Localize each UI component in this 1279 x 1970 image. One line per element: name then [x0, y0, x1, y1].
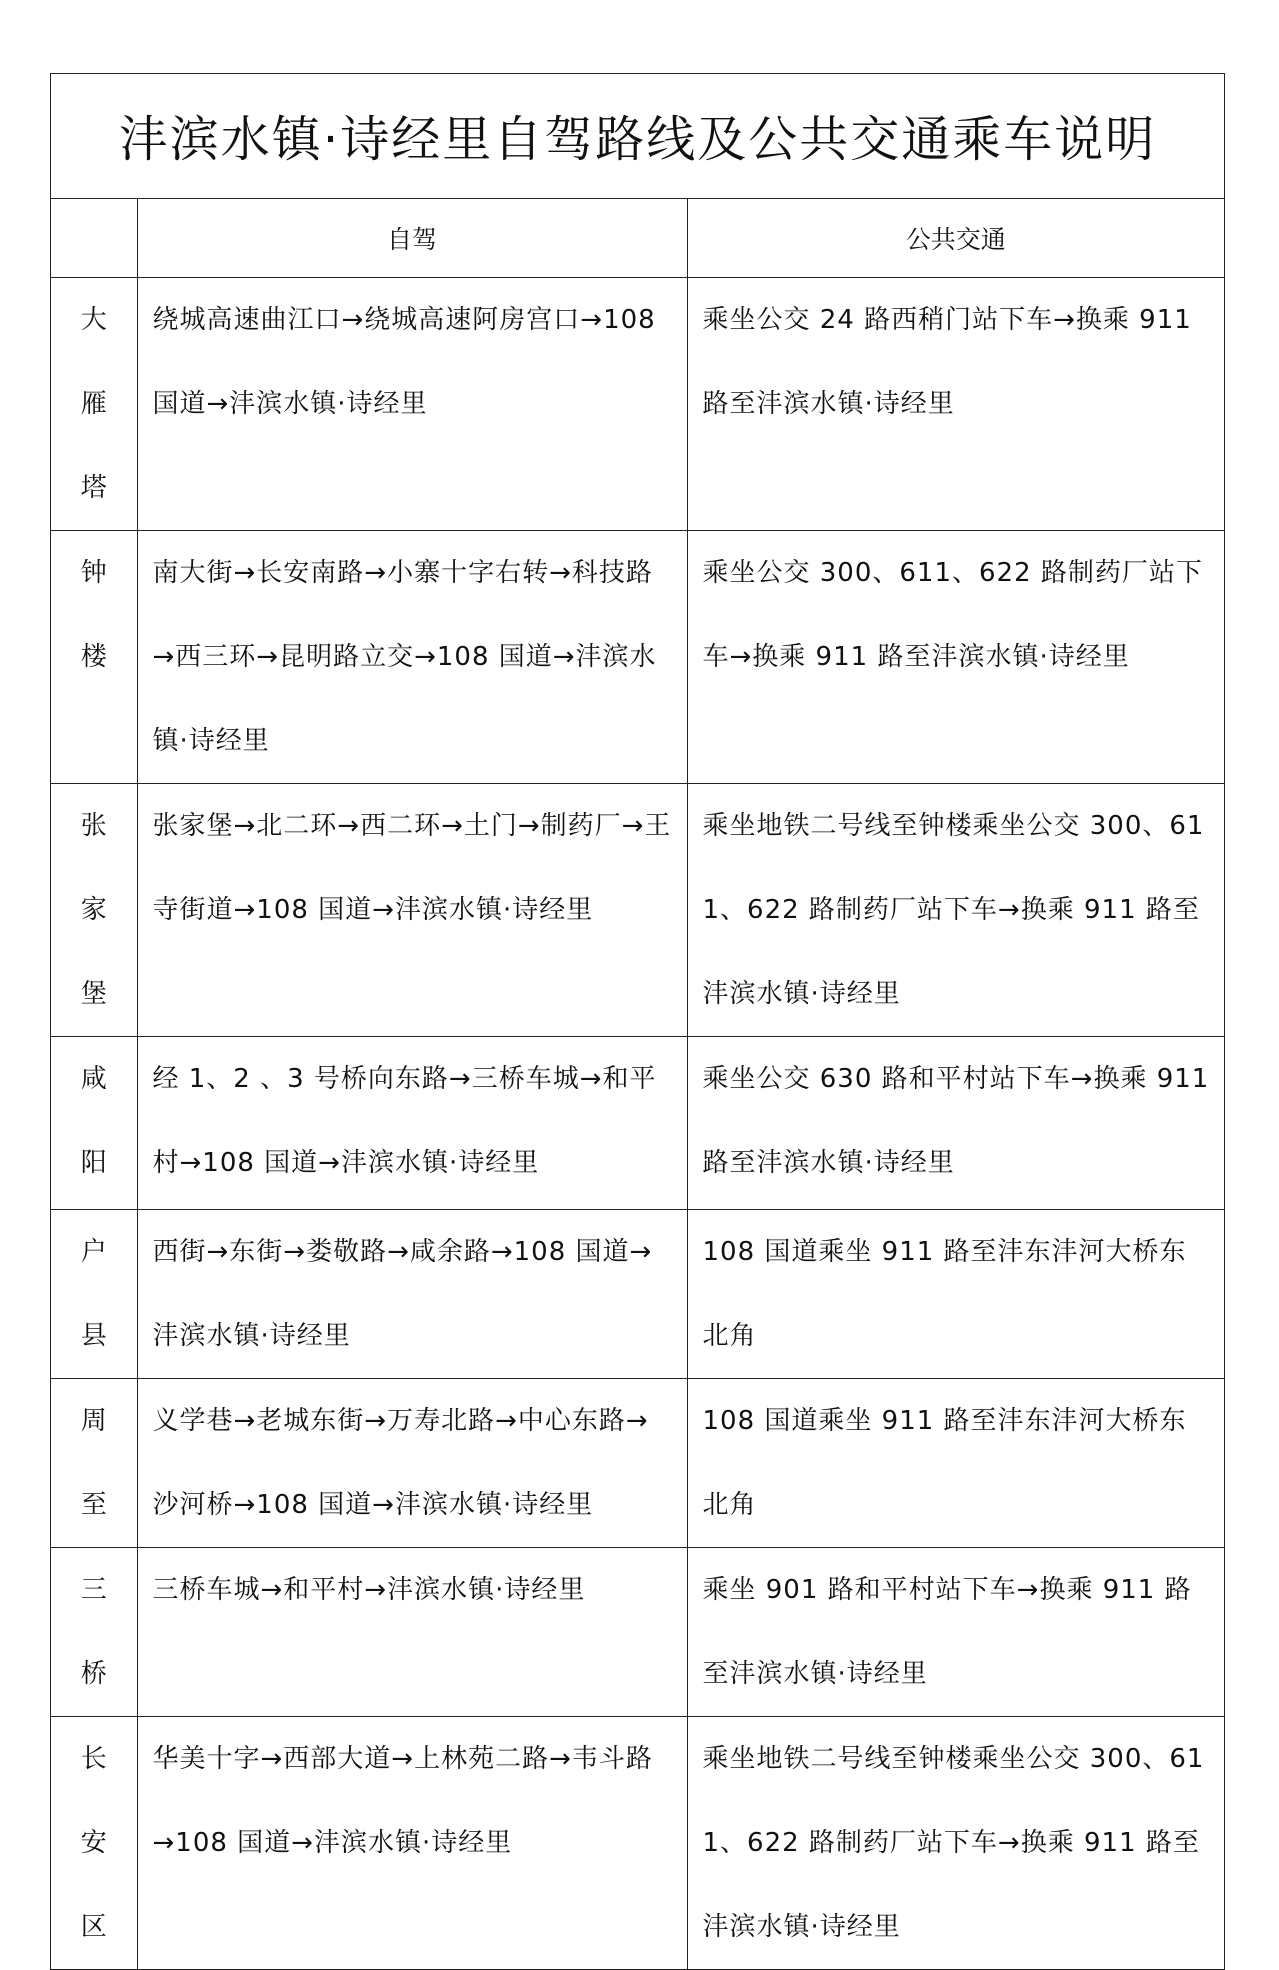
table-row — [51, 1037, 1224, 1210]
transit-route-cell: 乘坐 901 路和平村站下车→换乘 911 路至沣滨水镇·诗经里 — [687, 1548, 1224, 1717]
transit-route-cell: 乘坐公交 24 路西稍门站下车→换乘 911 路至沣滨水镇·诗经里 — [687, 278, 1224, 531]
place-cell — [51, 278, 137, 531]
place-char: 雁 — [80, 389, 107, 419]
drive-route-cell: 三桥车城→和平村→沣滨水镇·诗经里 — [137, 1548, 687, 1717]
place-char: 桥 — [80, 1659, 107, 1689]
place-char: 阳 — [80, 1148, 107, 1178]
place-char: 三 — [80, 1575, 107, 1605]
place-char: 塔 — [80, 473, 107, 503]
transit-route-cell: 乘坐公交 300、611、622 路制药厂站下车→换乘 911 路至沣滨水镇·诗经里 — [687, 531, 1224, 784]
place-char: 堡 — [80, 979, 107, 1009]
place-char: 至 — [80, 1490, 107, 1520]
place-char: 咸 — [80, 1064, 107, 1094]
table-row — [51, 784, 1224, 1037]
drive-route-cell: 绕城高速曲江口→绕城高速阿房宫口→108 国道→沣滨水镇·诗经里 — [137, 278, 687, 531]
drive-route-cell: 张家堡→北二环→西二环→土门→制药厂→王寺街道→108 国道→沣滨水镇·诗经里 — [137, 784, 687, 1037]
place-char: 大 — [80, 305, 107, 335]
place-cell — [51, 784, 137, 1037]
transit-route-cell: 乘坐地铁二号线至钟楼乘坐公交 300、611、622 路制药厂站下车→换乘 911 路至沣滨水镇·诗经里 — [702, 1744, 1205, 1942]
place-cell — [51, 1548, 137, 1717]
header-transit: 公共交通 — [687, 199, 1224, 278]
place-char: 县 — [80, 1321, 107, 1351]
drive-route-cell: 南大街→长安南路→小寨十字右转→科技路→西三环→昆明路立交→108 国道→沣滨水镇·诗经里 — [137, 531, 687, 784]
document-title: 沣滨水镇·诗经里自驾路线及公共交通乘车说明 — [51, 74, 1224, 199]
table-row — [51, 1379, 1224, 1548]
place-cell — [51, 1717, 137, 1970]
route-table-body — [51, 278, 1224, 1970]
place-cell — [51, 531, 137, 784]
header-drive: 自驾 — [137, 199, 687, 278]
place-char: 家 — [80, 895, 107, 925]
place-char: 长 — [80, 1744, 107, 1774]
place-char: 楼 — [80, 642, 107, 672]
place-char: 安 — [80, 1828, 107, 1858]
place-char: 周 — [80, 1406, 107, 1436]
place-char: 钟 — [80, 558, 107, 588]
drive-route-cell: 西街→东街→娄敬路→咸余路→108 国道→沣滨水镇·诗经里 — [137, 1210, 687, 1379]
header-place — [51, 199, 137, 278]
transit-route-cell: 乘坐公交 630 路和平村站下车→换乘 911 路至沣滨水镇·诗经里 — [687, 1037, 1224, 1210]
route-document — [50, 73, 1225, 1970]
table-row — [51, 1210, 1224, 1379]
place-cell — [51, 1210, 137, 1379]
place-cell — [51, 1379, 137, 1548]
table-header-row — [51, 199, 1224, 278]
drive-route-cell: 华美十字→西部大道→上林苑二路→韦斗路→108 国道→沣滨水镇·诗经里 — [137, 1717, 687, 1970]
place-char: 户 — [80, 1237, 107, 1267]
route-table — [51, 199, 1224, 1969]
place-cell — [51, 1037, 137, 1210]
place-char: 区 — [80, 1912, 107, 1942]
transit-route-cell: 108 国道乘坐 911 路至沣东沣河大桥东北角 — [687, 1210, 1224, 1379]
table-row — [51, 278, 1224, 531]
transit-route-cell: 乘坐地铁二号线至钟楼乘坐公交 300、611、622 路制药厂站下车→换乘 911 路至沣滨水镇·诗经里 — [687, 784, 1224, 1037]
table-row — [51, 1548, 1224, 1717]
table-row — [51, 1717, 1224, 1970]
place-char: 张 — [80, 811, 107, 841]
table-row — [51, 531, 1224, 784]
drive-route-cell: 经 1、2 、3 号桥向东路→三桥车城→和平村→108 国道→沣滨水镇·诗经里 — [137, 1037, 687, 1210]
transit-route-cell: 108 国道乘坐 911 路至沣东沣河大桥东北角 — [687, 1379, 1224, 1548]
drive-route-cell: 义学巷→老城东街→万寿北路→中心东路→沙河桥→108 国道→沣滨水镇·诗经里 — [137, 1379, 687, 1548]
